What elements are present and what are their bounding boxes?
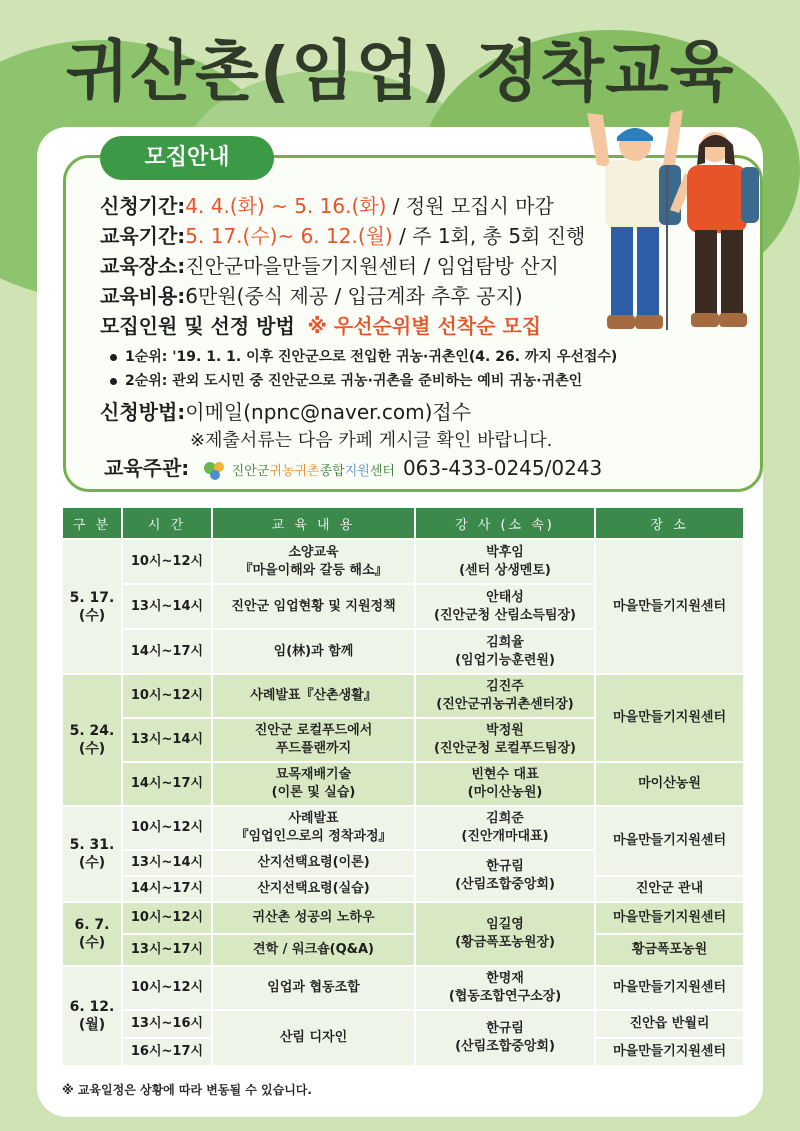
- education-period: 교육기간:5. 17.(수)~ 6. 12.(월) / 주 1회, 총 5회 진행: [100, 224, 586, 248]
- education-place: 교육장소:진안군마을만들기지원센터 / 임업탐방 산지: [100, 254, 559, 278]
- place-cell: 진안읍 반월리: [595, 1010, 744, 1038]
- instructor-cell: 김희율 (임업기능훈련원): [415, 629, 595, 674]
- instructor-cell: 김진주 (진안군귀농귀촌센터장): [415, 674, 595, 718]
- bullet-icon: [110, 378, 117, 385]
- content-cell: 임(林)과 함께: [212, 629, 415, 674]
- content-cell: 산림 디자인: [212, 1010, 415, 1066]
- date-cell: 5. 31. (수): [62, 806, 122, 902]
- col-header-content: 교 육 내 용: [212, 507, 415, 539]
- col-header-category: 구 분: [62, 507, 122, 539]
- priority-2: 2순위: 관외 도시민 중 진안군으로 귀농·귀촌을 준비하는 예비 귀농·귀촌인: [110, 370, 582, 390]
- host-organizer: 교육주관: 진안군귀농귀촌종합지원센터 063-433-0245/0243: [104, 456, 603, 480]
- place-cell: 마을만들기지원센터: [595, 674, 744, 762]
- time-cell: 14시~17시: [122, 629, 212, 674]
- date-cell: 5. 17. (수): [62, 539, 122, 674]
- instructor-cell: 임길영 (황금폭포농원장): [415, 902, 595, 966]
- content-cell: 산지선택요령(이론): [212, 850, 415, 876]
- time-cell: 13시~14시: [122, 850, 212, 876]
- place-cell: 마을만들기지원센터: [595, 806, 744, 876]
- content-cell: 임업과 협동조합: [212, 966, 415, 1010]
- content-cell: 소양교육 『마을이해와 갈등 해소』: [212, 539, 415, 584]
- col-header-instructor: 강 사 (소 속): [415, 507, 595, 539]
- table-row: [62, 674, 744, 718]
- schedule-footnote: ※ 교육일정은 상황에 따라 변동될 수 있습니다.: [62, 1083, 312, 1097]
- time-cell: 10시~12시: [122, 902, 212, 934]
- time-cell: 14시~17시: [122, 762, 212, 806]
- content-cell: 산지선택요령(실습): [212, 876, 415, 902]
- content-cell: 진안군 로컬푸드에서 푸드플랜까지: [212, 718, 415, 762]
- content-cell: 견학 / 워크숍(Q&A): [212, 934, 415, 966]
- host-phone: 063-433-0245/0243: [402, 456, 603, 480]
- instructor-cell: 박정원 (진안군청 로컬푸드팀장): [415, 718, 595, 762]
- time-cell: 10시~12시: [122, 674, 212, 718]
- instructor-cell: 빈현수 대표 (마이산농원): [415, 762, 595, 806]
- date-cell: 6. 7. (수): [62, 902, 122, 966]
- hikers-illustration: [575, 105, 775, 340]
- org-name: 진안군귀농귀촌종합지원센터: [231, 464, 395, 479]
- table-row: [62, 1010, 744, 1038]
- instructor-cell: 한규림 (산림조합중앙회): [415, 850, 595, 902]
- content-cell: 귀산촌 성공의 노하우: [212, 902, 415, 934]
- table-row: [62, 762, 744, 806]
- content-cell: 사례발표『산촌생활』: [212, 674, 415, 718]
- application-period: 신청기간:4. 4.(화) ~ 5. 16.(화) / 정원 모집시 마감: [100, 194, 554, 218]
- time-cell: 13시~14시: [122, 584, 212, 629]
- priority-1: 1순위: '19. 1. 1. 이후 진안군으로 전입한 귀농·귀촌인(4. 26. 까지 우선접수): [110, 346, 617, 366]
- application-method: 신청방법:이메일(npnc@naver.com)접수: [100, 400, 472, 424]
- table-row: [62, 902, 744, 934]
- content-cell: 진안군 임업현황 및 지원정책: [212, 584, 415, 629]
- org-logo-icon: [202, 458, 228, 482]
- time-cell: 10시~12시: [122, 806, 212, 850]
- time-cell: 10시~12시: [122, 539, 212, 584]
- education-cost: 교육비용:6만원(중식 제공 / 입금계좌 추후 공지): [100, 284, 523, 308]
- place-cell: 진안군 관내: [595, 876, 744, 902]
- time-cell: 13시~16시: [122, 1010, 212, 1038]
- bullet-icon: [110, 354, 117, 361]
- time-cell: 14시~17시: [122, 876, 212, 902]
- schedule-table: [61, 506, 745, 1067]
- recruit-badge: 모집안내: [100, 136, 274, 180]
- instructor-cell: 박후임 (센터 상생멘토): [415, 539, 595, 584]
- documents-note: ※제출서류는 다음 카페 게시글 확인 바랍니다.: [190, 430, 553, 451]
- date-cell: 5. 24. (수): [62, 674, 122, 806]
- table-row: [62, 539, 744, 584]
- time-cell: 10시~12시: [122, 966, 212, 1010]
- table-row: [62, 806, 744, 850]
- content-cell: 묘목재배기술 (이론 및 실습): [212, 762, 415, 806]
- time-cell: 16시~17시: [122, 1038, 212, 1066]
- place-cell: 마이산농원: [595, 762, 744, 806]
- place-cell: 마을만들기지원센터: [595, 539, 744, 674]
- instructor-cell: 한규림 (산림조합중앙회): [415, 1010, 595, 1066]
- place-cell: 마을만들기지원센터: [595, 966, 744, 1010]
- time-cell: 13시~14시: [122, 718, 212, 762]
- col-header-time: 시 간: [122, 507, 212, 539]
- table-row: [62, 934, 744, 966]
- selection-method: 모집인원 및 선정 방법 ※ 우선순위별 선착순 모집: [100, 314, 542, 338]
- place-cell: 황금폭포농원: [595, 934, 744, 966]
- instructor-cell: 한명재 (협동조합연구소장): [415, 966, 595, 1010]
- place-cell: 마을만들기지원센터: [595, 902, 744, 934]
- instructor-cell: 김희준 (진안개마대표): [415, 806, 595, 850]
- table-header-row: [62, 507, 744, 539]
- table-row: [62, 966, 744, 1010]
- instructor-cell: 안태성 (진안군청 산림소득팀장): [415, 584, 595, 629]
- col-header-place: 장 소: [595, 507, 744, 539]
- date-cell: 6. 12. (월): [62, 966, 122, 1066]
- table-row: [62, 876, 744, 902]
- place-cell: 마을만들기지원센터: [595, 1038, 744, 1066]
- content-cell: 사례발표 『임업인으로의 정착과정』: [212, 806, 415, 850]
- time-cell: 13시~17시: [122, 934, 212, 966]
- page-title: 귀산촌(임업) 정착교육: [65, 33, 735, 110]
